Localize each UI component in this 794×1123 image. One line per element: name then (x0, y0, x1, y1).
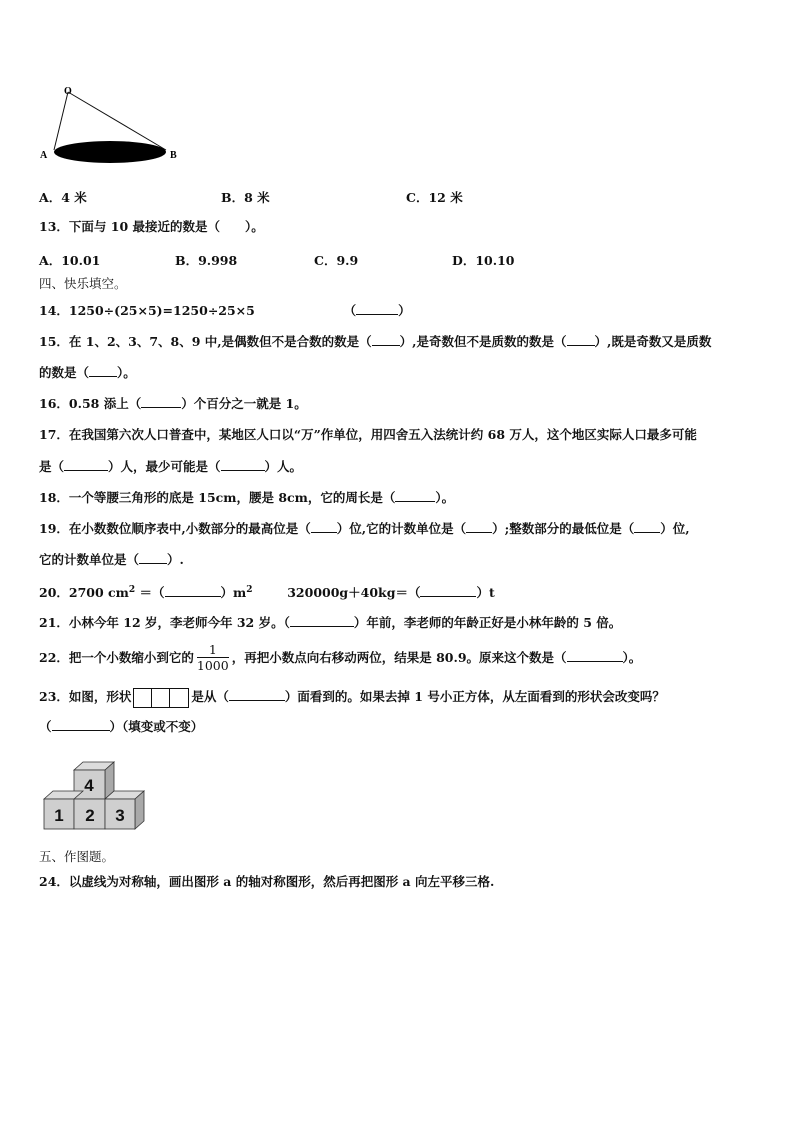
section-5-heading: 五、作图题。 (39, 849, 115, 864)
q17-line2 (39, 458, 302, 475)
q22-fraction (197, 643, 229, 674)
q17-line2b: ）人，最少可能是（ (108, 459, 221, 474)
q22-blank[interactable] (567, 649, 623, 662)
q20-blank-1[interactable] (165, 584, 221, 597)
q14-paren-left: （ (343, 303, 357, 318)
q23-line1 (39, 687, 665, 708)
q13-option-b: B．9.998 (175, 253, 238, 268)
q19-line2 (39, 551, 184, 568)
label-b: B (170, 150, 177, 161)
cube-3-label: 3 (115, 806, 125, 825)
cube-2-label: 2 (85, 806, 95, 825)
q19-blank-4[interactable] (139, 551, 167, 564)
q20-part2: ＝（ (139, 585, 165, 601)
q15-blank-3[interactable] (89, 364, 117, 377)
q13-option-a: A．10.01 (39, 253, 101, 268)
q24-text: 24．以虚线为对称轴，画出图形 a 的轴对称图形，然后再把图形 a 向左平移三格. (39, 874, 495, 889)
q17-line2c: ）人。 (264, 459, 303, 474)
q13-option-c: C．9.9 (314, 253, 359, 268)
q23-blank-1[interactable] (229, 688, 285, 701)
q19-line1 (39, 520, 690, 537)
q15-part2: ）,是奇数但不是质数的数是（ (399, 334, 567, 349)
q14-text: 14．1250÷(25×5)=1250÷25×5 (39, 303, 255, 318)
q17-blank-2[interactable] (221, 458, 265, 471)
q20-superscript: 2 (128, 585, 136, 595)
q20-part1: 20．2700 cm (39, 585, 129, 601)
q15-line2 (39, 364, 136, 381)
q22-fraction-denominator: 1000 (196, 658, 229, 673)
q16-part1: 16．0.58 添上（ (39, 396, 142, 411)
q19-line2b: ）. (167, 552, 184, 567)
q23-blank-2[interactable] (52, 718, 110, 731)
q19-part3: ）;整数部分的最低位是（ (492, 521, 635, 536)
q13-option-d: D．10.10 (452, 253, 515, 268)
q23-part2: 是从（ (191, 689, 229, 704)
q16-part2: ）个百分之一就是 1。 (181, 396, 307, 411)
q23-part3: ）面看到的。如果去掉 1 号小正方体，从左面看到的形状会改变吗？ (284, 689, 665, 704)
cubes-figure (44, 760, 148, 834)
q16-blank[interactable] (141, 395, 181, 408)
q17-line2a: 是（ (39, 459, 65, 474)
q20-part5: ）t (476, 585, 495, 601)
q18-line (39, 489, 454, 506)
cube-4-label: 4 (84, 776, 94, 795)
q15-line2a: 的数是（ (39, 365, 90, 380)
q20-superscript-2: 2 (246, 585, 253, 595)
q15-line2b: ）。 (117, 365, 136, 380)
q17-blank-1[interactable] (64, 458, 108, 471)
q20-part4: 320000g＋40kg＝（ (287, 585, 421, 601)
q16-line (39, 395, 307, 412)
q17-line1: 17．在我国第六次人口普查中，某地区人口以“万”作单位，用四舍五入法统计约 68 万人，这个地区实际人口最多可能 (39, 427, 697, 442)
cone-figure (36, 80, 176, 170)
q22-fraction-numerator: 1 (197, 643, 229, 658)
label-o: O (64, 86, 72, 97)
cube-1-label: 1 (54, 806, 64, 825)
cone-base-ellipse (54, 141, 166, 163)
q20-part3: ）m (220, 585, 247, 601)
q21-part1: 21．小林今年 12 岁，李老师今年 32 岁。（ (39, 615, 290, 630)
q15-line1 (39, 333, 711, 350)
label-a: A (40, 150, 48, 161)
q14-line (39, 302, 411, 319)
q12-option-a: A．4 米 (39, 190, 87, 205)
q19-line2a: 它的计数单位是（ (39, 552, 140, 567)
q14-paren-right: ） (398, 303, 411, 318)
q22-part1: 22．把一个小数缩小到它的 (39, 650, 194, 665)
three-squares-shape-icon (133, 688, 189, 708)
q15-part1: 15．在 1、2、3、7、8、9 中,是偶数但不是合数的数是（ (39, 334, 372, 349)
q23-line2a: （ (39, 719, 52, 734)
q19-blank-3[interactable] (634, 520, 660, 533)
cone-edge-oa (54, 92, 68, 150)
q13-text: 13．下面与 10 最接近的数是（ ）。 (39, 219, 264, 234)
section-4-heading: 四、快乐填空。 (39, 276, 127, 291)
q19-part2: ）位,它的计数单位是（ (336, 521, 467, 536)
q22-line (39, 641, 641, 675)
q20-line (39, 582, 495, 601)
q19-blank-1[interactable] (311, 520, 337, 533)
q19-part1: 19．在小数数位顺序表中,小数部分的最高位是（ (39, 521, 311, 536)
q18-blank[interactable] (395, 489, 435, 502)
q18-part2: ）。 (435, 490, 455, 505)
q21-line (39, 614, 621, 631)
q12-option-c: C．12 米 (406, 190, 463, 205)
q15-blank-2[interactable] (567, 333, 595, 346)
q21-blank[interactable] (290, 614, 354, 627)
q15-blank-1[interactable] (372, 333, 400, 346)
q21-part2: ）年前，李老师的年龄正好是小林年龄的 5 倍。 (353, 615, 622, 630)
q19-part4: ）位, (660, 521, 690, 536)
q23-line2b: ）（填变或不变） (109, 719, 204, 734)
q23-part1: 23．如图，形状 (39, 689, 132, 704)
q12-option-b: B．8 米 (221, 190, 270, 205)
q20-blank-2[interactable] (420, 584, 476, 597)
q14-blank[interactable] (356, 302, 398, 315)
q19-blank-2[interactable] (466, 520, 492, 533)
q18-part1: 18．一个等腰三角形的底是 15cm，腰是 8cm，它的周长是（ (39, 490, 396, 505)
q23-line2 (39, 718, 203, 735)
q22-part3: ）。 (622, 650, 642, 665)
q15-part3: ）,既是奇数又是质数 (594, 334, 712, 349)
q22-part2: ，再把小数点向右移动两位，结果是 80.9。原来这个数是（ (231, 650, 567, 665)
